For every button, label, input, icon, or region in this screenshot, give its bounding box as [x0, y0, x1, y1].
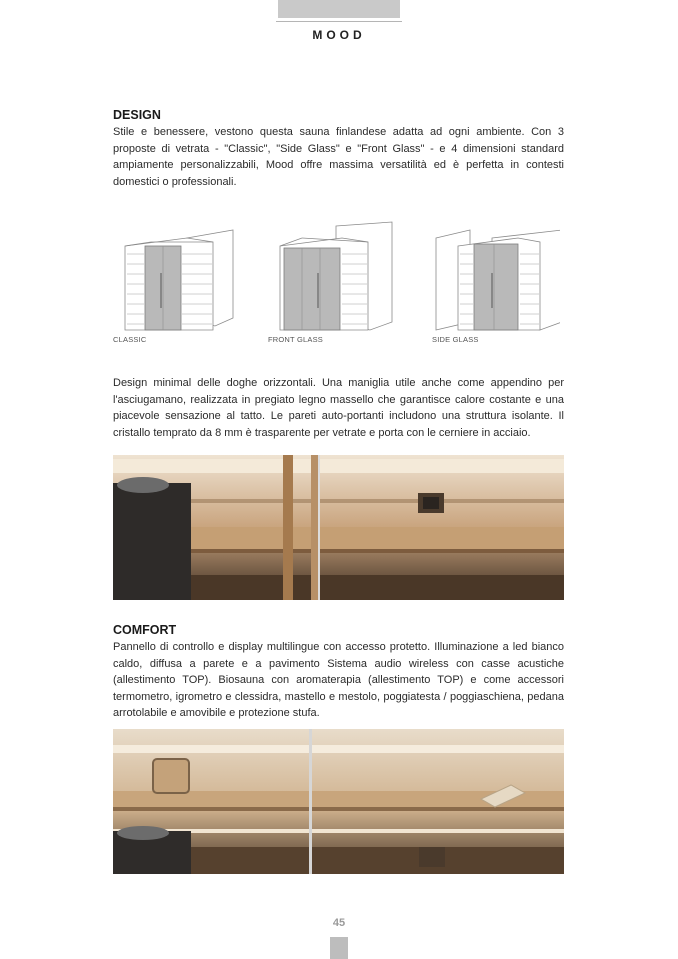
design-paragraph: Stile e benessere, vestono questa sauna finlandese adatta ad ogni ambiente. Con 3 proposte di vetrata - "Classic", "Side Glass" e "Front Glass" - e 4 dimensioni standard ampiamente personalizzabili, Mood offre massima versatilità ed è perfetta in contesti domestici o professionali.	[113, 126, 564, 188]
sauna-accessories-photo	[113, 729, 564, 874]
page-number: 45	[332, 917, 346, 929]
header-divider	[276, 21, 402, 22]
front-glass-sauna-diagram	[272, 218, 402, 333]
design-heading: DESIGN	[113, 108, 161, 122]
details-paragraph: Design minimal delle doghe orizzontali. Una maniglia utile anche come appendino per l'asciugamano, realizzata in pregiato legno massello che garantisce calore costante e una piacevole sensazione al tatto. Le pareti auto-portanti includono una struttura isolante. Il cristallo temprato da 8 mm è trasparente per vetrate e porta con le cerniere in acciaio.	[113, 377, 564, 439]
classic-label: CLASSIC	[113, 335, 147, 344]
bottom-decor-bar	[330, 937, 348, 959]
top-decor-bar	[278, 0, 400, 18]
side-glass-label: SIDE GLASS	[432, 335, 479, 344]
brand-header: MOOD	[312, 28, 366, 42]
side-glass-panel	[474, 244, 518, 330]
side-glass-sauna-diagram	[430, 218, 560, 333]
front-glass-panel	[284, 248, 340, 330]
sauna-interior-photo	[113, 455, 564, 600]
comfort-heading: COMFORT	[113, 623, 177, 637]
front-glass-label: FRONT GLASS	[268, 335, 323, 344]
classic-sauna-diagram	[117, 218, 247, 333]
comfort-paragraph: Pannello di controllo e display multilingue con accesso protetto. Illuminazione a led bianco caldo, diffusa a parete e a pavimento Sistema audio wireless con casse acustiche (allestimento TOP). Biosauna con aromaterapia (allestimento TOP) e come accessori termometro, igrometro e clessidra, mastello e mestolo, poggiatesta / poggiaschiena, pedana arrotolabile e amovibile e protezione stufa.	[113, 641, 564, 719]
